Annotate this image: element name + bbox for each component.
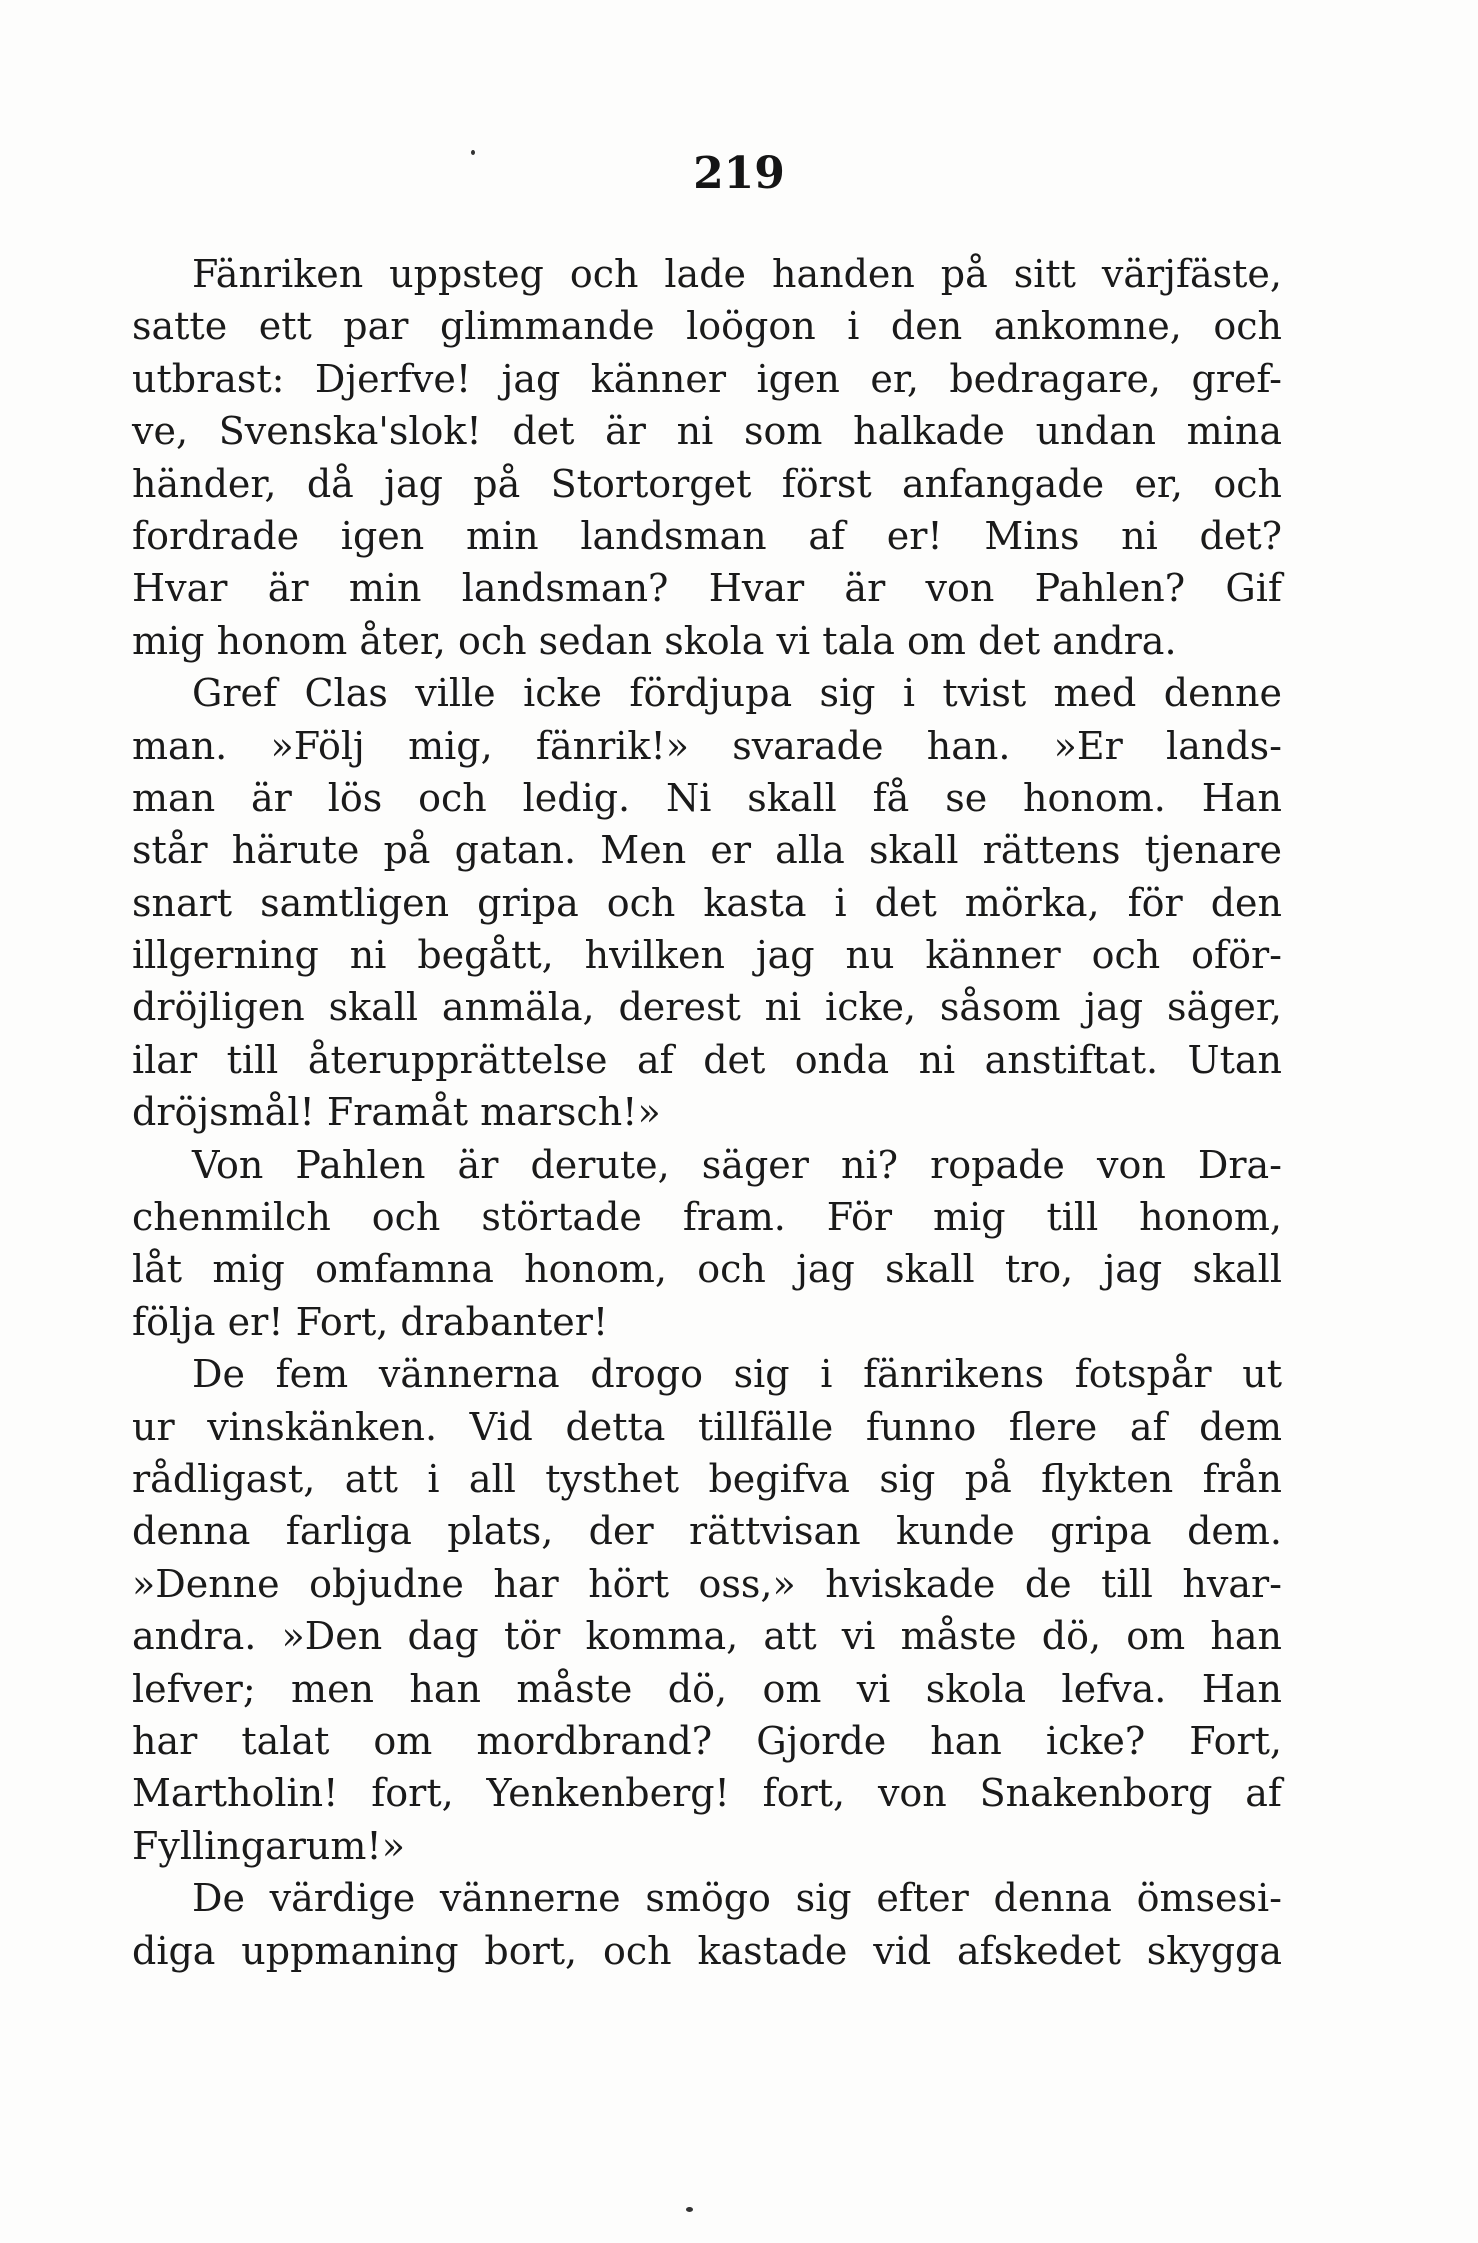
text-line: ve, Svenska'slok! det är ni som halkade undan mina — [132, 409, 1282, 454]
print-speck — [686, 2207, 693, 2212]
text-line: Hvar är min landsman? Hvar är von Pahlen? Gif — [132, 566, 1282, 611]
text-line: ur vinskänken. Vid detta tillfälle funno flere af dem — [132, 1404, 1282, 1449]
text-line: följa er! Fort, drabanter! — [132, 1299, 609, 1344]
text-line: lefver; men han måste dö, om vi skola lefva. Han — [132, 1666, 1282, 1711]
text-line: Fänriken uppsteg och lade handen på sitt värjfäste, — [192, 252, 1282, 296]
text-line: mig honom åter, och sedan skola vi tala om det andra. — [132, 618, 1177, 663]
text-line: låt mig omfamna honom, och jag skall tro, jag skall — [132, 1247, 1282, 1292]
text-line: chenmilch och störtade fram. För mig till honom, — [132, 1195, 1282, 1240]
text-line: dröjsmål! Framåt marsch!» — [132, 1090, 661, 1135]
text-line: diga uppmaning bort, och kastade vid afskedet skygga — [132, 1928, 1282, 1973]
text-line: satte ett par glimmande loögon i den ankomne, och — [132, 304, 1282, 349]
print-speck — [471, 150, 475, 155]
text-line: har talat om mordbrand? Gjorde han icke? Fort, — [132, 1718, 1282, 1763]
text-line: dröjligen skall anmäla, derest ni icke, såsom jag säger, — [132, 985, 1282, 1030]
text-line: rådligast, att i all tysthet begifva sig på flykten från — [132, 1456, 1282, 1501]
text-line: fordrade igen min landsman af er! Mins ni det? — [132, 513, 1282, 558]
text-line: ilar till återupprättelse af det onda ni anstiftat. Utan — [132, 1037, 1282, 1082]
text-line: står härute på gatan. Men er alla skall rättens tjenare — [132, 828, 1282, 873]
body-text — [132, 248, 1282, 1977]
text-line: Fyllingarum!» — [132, 1823, 405, 1868]
text-line: utbrast: Djerfve! jag känner igen er, bedragare, gref- — [132, 356, 1282, 401]
text-line: »Denne objudne har hört oss,» hviskade de till hvar- — [132, 1561, 1282, 1606]
text-line: snart samtligen gripa och kasta i det mörka, för den — [132, 880, 1282, 925]
page-number: 219 — [693, 148, 785, 199]
text-line: Von Pahlen är derute, säger ni? ropade von Dra- — [192, 1142, 1282, 1187]
text-line: man. »Följ mig, fänrik!» svarade han. »Er lands- — [132, 723, 1282, 768]
text-line: Gref Clas ville icke fördjupa sig i tvist med denne — [192, 671, 1282, 716]
text-line: man är lös och ledig. Ni skall få se honom. Han — [132, 775, 1282, 820]
text-line: denna farliga plats, der rättvisan kunde gripa dem. — [132, 1509, 1282, 1554]
text-line: andra. »Den dag tör komma, att vi måste dö, om han — [132, 1614, 1282, 1659]
text-line: Martholin! fort, Yenkenberg! fort, von Snakenborg af — [132, 1771, 1282, 1816]
text-line: händer, då jag på Stortorget först anfangade er, och — [132, 461, 1282, 506]
text-line: illgerning ni begått, hvilken jag nu känner och oför- — [132, 933, 1282, 978]
text-line: De fem vännerna drogo sig i fänrikens fotspår ut — [192, 1352, 1282, 1397]
text-line: De värdige vännerne smögo sig efter denna ömsesi- — [192, 1876, 1282, 1921]
